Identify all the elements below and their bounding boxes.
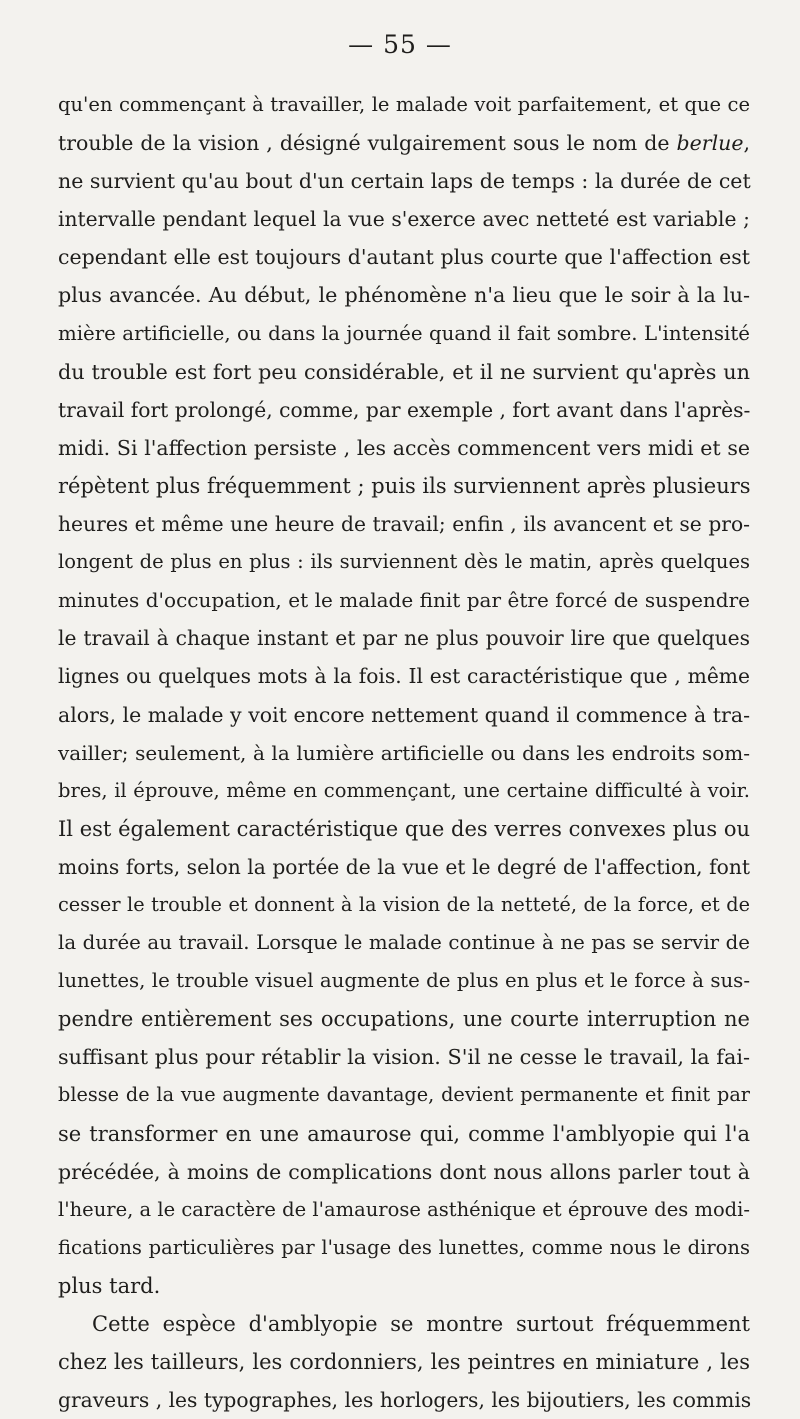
text-line-content: Il est également caractéristique que des verres convexes plus ou — [58, 816, 750, 841]
page-number: — 55 — — [348, 30, 452, 59]
text-line-content: alors, le malade y voit encore nettement quand il commence à tra- — [58, 702, 750, 727]
text-line-content: intervalle pendant lequel la vue s'exerce avec netteté est variable ; — [58, 207, 750, 232]
text-line-content: plus tard. — [58, 1273, 161, 1298]
text-line-content: minutes d'occupation, et le malade finit par être forcé de suspendre — [58, 588, 750, 613]
text-line — [58, 619, 750, 657]
text-line-content: midi. Si l'affection persiste , les accès commencent vers midi et se — [58, 435, 750, 460]
text-line — [58, 238, 750, 276]
text-line — [58, 1191, 750, 1229]
text-line-content: se transformer en une amaurose qui, comme l'amblyopie qui l'a — [58, 1121, 750, 1146]
text-line-content: chez les tailleurs, les cordonniers, les peintres en miniature , les — [58, 1350, 750, 1375]
text-line-content: lignes ou quelques mots à la fois. Il est caractéristique que , même — [58, 664, 750, 689]
text-line — [58, 391, 750, 429]
text-line-content: Cette espèce d'amblyopie se montre surtout fréquemment — [92, 1312, 750, 1336]
text-line-content: cependant elle est toujours d'autant plus courte que l'affection est — [58, 245, 750, 270]
text-line — [58, 581, 750, 619]
text-line — [58, 200, 750, 238]
text-line — [58, 543, 750, 581]
text-line — [58, 1343, 750, 1381]
text-line — [58, 86, 750, 124]
text-line-content: heures et même une heure de travail; enfin , ils avancent et se pro- — [58, 512, 750, 537]
body-text — [58, 86, 750, 1419]
text-line-content: cesser le trouble et donnent à la vision de la netteté, de la force, et de — [58, 892, 750, 916]
text-line — [58, 1115, 750, 1153]
text-line-content: la durée au travail. Lorsque le malade continue à ne pas se servir de — [58, 931, 750, 955]
text-line-tail: , — [743, 131, 750, 156]
text-line — [58, 467, 750, 505]
text-line-content: trouble de la vision , désigné vulgairement sous le nom de — [58, 131, 677, 156]
italic-term: berlue — [676, 131, 744, 156]
text-line — [58, 1038, 750, 1076]
text-line — [58, 162, 750, 200]
text-line-content: répètent plus fréquemment ; puis ils surviennent après plusieurs — [58, 473, 751, 498]
text-line-content: vailler; seulement, à la lumière artificielle ou dans les endroits som- — [58, 740, 750, 765]
text-line-content: du trouble est fort peu considérable, et il ne survient qu'après un — [58, 359, 750, 384]
text-line — [58, 772, 750, 810]
text-line-content: blesse de la vue augmente davantage, devient permanente et finit par — [58, 1083, 750, 1107]
text-line-content: lunettes, le trouble visuel augmente de plus en plus et le force à sus- — [58, 969, 750, 993]
text-line-content: graveurs , les typographes, les horlogers, les bijoutiers, les commis — [58, 1388, 752, 1413]
text-line — [58, 924, 750, 962]
text-line — [58, 276, 750, 314]
text-line-content: qu'en commençant à travailler, le malade voit parfaitement, et que ce — [58, 93, 750, 116]
text-line — [58, 1153, 750, 1191]
text-line — [58, 1305, 750, 1343]
text-line — [58, 505, 750, 543]
text-line — [58, 1000, 750, 1038]
text-line-content: ne survient qu'au bout d'un certain laps de temps : la durée de cet — [58, 169, 751, 194]
text-line — [58, 429, 750, 467]
text-line — [58, 315, 750, 353]
text-line-content: fications particulières par l'usage des lunettes, comme nous le dirons — [58, 1235, 750, 1259]
text-line-content: mière artificielle, ou dans la journée quand il fait sombre. L'intensité — [58, 321, 750, 345]
text-line — [58, 734, 750, 772]
text-line — [58, 962, 750, 1000]
text-line — [58, 696, 750, 734]
text-line-content: le travail à chaque instant et par ne plus pouvoir lire que quelques — [58, 626, 750, 651]
text-line — [58, 353, 750, 391]
text-line — [58, 848, 750, 886]
text-line-content: précédée, à moins de complications dont nous allons parler tout à — [58, 1159, 750, 1184]
text-line-content: travail fort prolongé, comme, par exemple , fort avant dans l'après- — [58, 397, 751, 422]
text-line — [58, 124, 750, 162]
text-line-content: plus avancée. Au début, le phénomène n'a lieu que le soir à la lu- — [58, 283, 750, 308]
text-line — [58, 810, 750, 848]
text-line — [58, 1229, 750, 1267]
text-line — [58, 1076, 750, 1114]
text-line-content: bres, il éprouve, même en commençant, une certaine difficulté à voir. — [58, 778, 750, 802]
text-line — [58, 1267, 750, 1305]
text-line-content: l'heure, a le caractère de l'amaurose asthénique et éprouve des modi- — [58, 1197, 750, 1221]
text-line — [58, 657, 750, 695]
text-line-content: suffisant plus pour rétablir la vision. S'il ne cesse le travail, la fai- — [58, 1045, 750, 1070]
text-line-content: longent de plus en plus : ils surviennent dès le matin, après quelques — [58, 550, 750, 574]
text-line — [58, 1381, 750, 1419]
text-line-content: pendre entièrement ses occupations, une courte interruption ne — [58, 1007, 750, 1032]
text-line-content: moins forts, selon la portée de la vue et le degré de l'affection, font — [58, 854, 750, 879]
text-line — [58, 886, 750, 924]
